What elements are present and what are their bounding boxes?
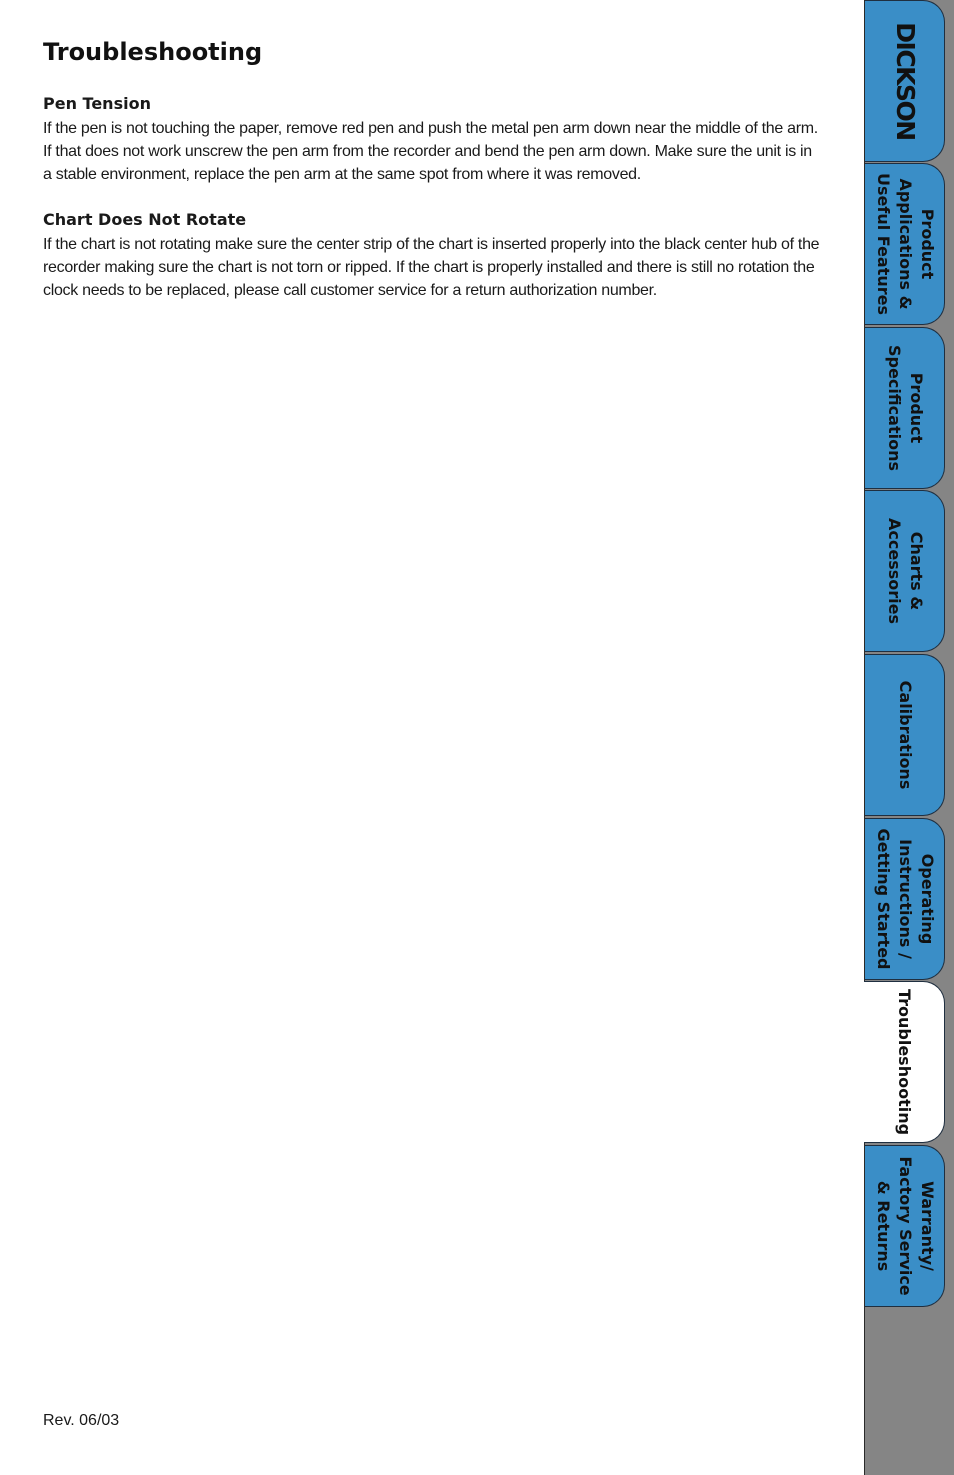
revision-footer: Rev. 06/03 <box>43 1412 120 1429</box>
dickson-logo-tab[interactable] <box>865 0 945 162</box>
tab-product-applications[interactable] <box>865 163 945 325</box>
tab-operating-instructions[interactable] <box>865 818 945 980</box>
tab-label: Operating Instructions / Getting Started <box>873 828 937 970</box>
tab-product-specifications[interactable] <box>865 327 945 489</box>
dickson-logo: DICKSON <box>890 22 920 140</box>
section-body: If the pen is not touching the paper, remove red pen and push the metal pen arm down near the middle of the arm. If that does not work unscrew the pen arm from the recorder and bend the pen arm down. Make sure the unit is in a stable environment, replace the pen arm at the same spot from where it was removed. <box>43 120 818 183</box>
section-heading: Chart Does Not Rotate <box>43 210 247 229</box>
tab-label: Charts & Accessories <box>884 518 926 624</box>
section-body: If the chart is not rotating make sure the center strip of the chart is inserted properly into the black center hub of the recorder making sure the chart is not torn or ripped. If the chart is properly installed and there is still no rotation the clock needs to be replaced, please call customer service for a return authorization number. <box>43 236 820 299</box>
tab-warranty-service-returns[interactable] <box>865 1145 945 1307</box>
tab-troubleshooting[interactable] <box>864 981 945 1143</box>
tab-label: Troubleshooting <box>895 988 914 1136</box>
tab-label: Product Specifications <box>884 345 926 471</box>
section-pen-tension <box>43 92 823 186</box>
tab-charts-accessories[interactable] <box>865 490 945 652</box>
tab-label: Warranty/ Factory Service & Returns <box>873 1156 937 1296</box>
tab-label: Calibrations <box>895 680 915 790</box>
page-content <box>43 38 823 324</box>
tab-label: Product Applications & Useful Features <box>873 172 937 315</box>
section-tabs-sidebar <box>864 0 954 1475</box>
tab-calibrations[interactable] <box>865 654 945 816</box>
page-title: Troubleshooting <box>43 38 263 66</box>
section-heading: Pen Tension <box>43 94 151 113</box>
section-chart-rotation <box>43 208 823 302</box>
